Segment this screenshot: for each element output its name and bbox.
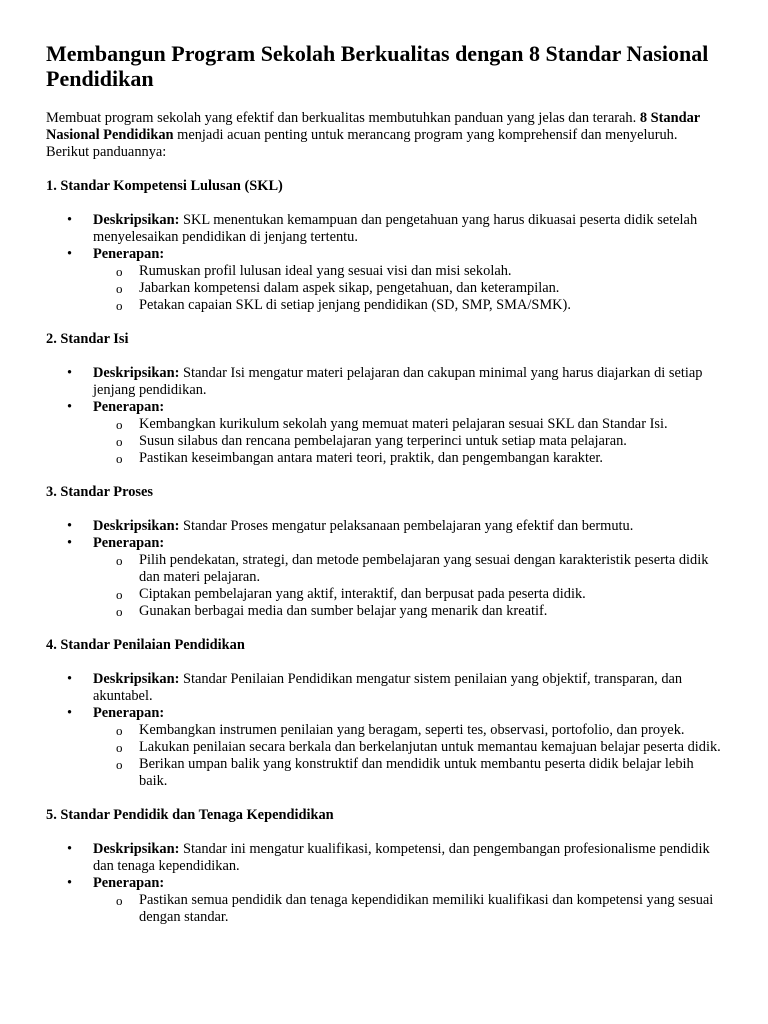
sub-list-item [93, 433, 722, 450]
application-label: Penerapan: [93, 535, 165, 551]
sub-list-text: Kembangkan kurikulum sekolah yang memuat materi pelajaran sesuai SKL dan Standar Isi. [139, 416, 668, 432]
description-text [93, 212, 697, 245]
application-item [46, 875, 722, 926]
description-item [46, 518, 722, 535]
sub-bullet-list [93, 263, 722, 314]
sub-list-text: Pilih pendekatan, strategi, dan metode pembelajaran yang sesuai dengan karakteristik peserta didik dan materi pelajaran. [139, 552, 709, 585]
bullet-icon: • [67, 705, 73, 721]
circle-bullet-icon: o [116, 604, 123, 619]
sections-container [46, 178, 722, 926]
bullet-icon: • [67, 875, 73, 891]
section-heading: 5. Standar Pendidik dan Tenaga Kependidikan [46, 807, 334, 823]
section-1 [46, 178, 722, 314]
application-item [46, 535, 722, 620]
circle-bullet-icon: o [116, 417, 123, 432]
sub-list-text: Susun silabus dan rencana pembelajaran yang terperinci untuk setiap mata pelajaran. [139, 433, 627, 449]
sub-bullet-list [93, 722, 722, 790]
sub-list-text: Ciptakan pembelajaran yang aktif, interaktif, dan berpusat pada peserta didik. [139, 586, 586, 602]
section-2 [46, 331, 722, 467]
sub-bullet-list [93, 552, 722, 620]
bullet-list [46, 212, 722, 314]
sub-list-item [93, 603, 722, 620]
bullet-list [46, 671, 722, 790]
sub-list-text: Rumuskan profil lulusan ideal yang sesuai visi dan misi sekolah. [139, 263, 512, 279]
bullet-icon: • [67, 535, 73, 551]
application-item [46, 705, 722, 790]
bullet-list [46, 518, 722, 620]
circle-bullet-icon: o [116, 281, 123, 296]
description-body: Standar Isi mengatur materi pelajaran dan cakupan minimal yang harus diajarkan di setiap jenjang pendidikan. [93, 365, 703, 398]
circle-bullet-icon: o [116, 264, 123, 279]
circle-bullet-icon: o [116, 434, 123, 449]
description-item [46, 365, 722, 399]
bullet-icon: • [67, 365, 73, 381]
description-body: Standar Proses mengatur pelaksanaan pembelajaran yang efektif dan bermutu. [179, 518, 634, 534]
application-label: Penerapan: [93, 875, 165, 891]
description-label: Deskripsikan: [93, 518, 180, 534]
application-text [93, 246, 164, 262]
sub-list-item [93, 280, 722, 297]
circle-bullet-icon: o [116, 298, 123, 313]
section-heading: 4. Standar Penilaian Pendidikan [46, 637, 245, 653]
bullet-icon: • [67, 246, 73, 262]
bullet-icon: • [67, 399, 73, 415]
bullet-list [46, 365, 722, 467]
circle-bullet-icon: o [116, 587, 123, 602]
section-3 [46, 484, 722, 620]
sub-list-item [93, 586, 722, 603]
description-label: Deskripsikan: [93, 841, 180, 857]
description-item [46, 841, 722, 875]
sub-list-item [93, 416, 722, 433]
sub-list-item [93, 552, 722, 586]
sub-list-item [93, 892, 722, 926]
intro-bold-text: 8 Standar Nasional Pendidikan [46, 110, 700, 143]
sub-list-item [93, 722, 722, 739]
document-title: Membangun Program Sekolah Berkualitas dengan 8 Standar Nasional Pendidikan [46, 41, 709, 91]
description-body: SKL menentukan kemampuan dan pengetahuan yang harus dikuasai peserta didik setelah menyelesaikan pendidikan di jenjang tertentu. [93, 212, 698, 245]
sub-list-text: Pastikan semua pendidik dan tenaga kependidikan memiliki kualifikasi dan kompetensi yang sesuai dengan standar. [139, 892, 714, 925]
description-item [46, 671, 722, 705]
description-label: Deskripsikan: [93, 671, 180, 687]
application-text [93, 399, 164, 415]
application-item [46, 399, 722, 467]
circle-bullet-icon: o [116, 757, 123, 772]
section-heading: 3. Standar Proses [46, 484, 154, 500]
circle-bullet-icon: o [116, 893, 123, 908]
sub-list-item [93, 756, 722, 790]
section-heading: 1. Standar Kompetensi Lulusan (SKL) [46, 178, 283, 194]
bullet-icon: • [67, 841, 73, 857]
description-text [93, 518, 633, 534]
sub-list-text: Lakukan penilaian secara berkala dan berkelanjutan untuk memantau kemajuan belajar peserta didik. [139, 739, 721, 755]
bullet-list [46, 841, 722, 926]
sub-list-text: Kembangkan instrumen penilaian yang beragam, seperti tes, observasi, portofolio, dan proyek. [139, 722, 685, 738]
section-4 [46, 637, 722, 790]
circle-bullet-icon: o [116, 553, 123, 568]
application-label: Penerapan: [93, 246, 165, 262]
application-text [93, 705, 164, 721]
circle-bullet-icon: o [116, 723, 123, 738]
sub-list-text: Petakan capaian SKL di setiap jenjang pendidikan (SD, SMP, SMA/SMK). [139, 297, 571, 313]
description-text [93, 841, 710, 874]
application-text [93, 535, 164, 551]
bullet-icon: • [67, 212, 73, 228]
sub-list-item [93, 297, 722, 314]
description-label: Deskripsikan: [93, 212, 180, 228]
intro-text-2: menjadi acuan penting untuk merancang program yang komprehensif dan menyeluruh. Berikut panduannya: [46, 127, 678, 160]
description-text [93, 365, 702, 398]
sub-bullet-list [93, 416, 722, 467]
bullet-icon: • [67, 671, 73, 687]
sub-list-text: Jabarkan kompetensi dalam aspek sikap, pengetahuan, dan keterampilan. [139, 280, 560, 296]
description-label: Deskripsikan: [93, 365, 180, 381]
section-5 [46, 807, 722, 926]
intro-paragraph [46, 110, 722, 161]
sub-list-item [93, 739, 722, 756]
sub-list-text: Berikan umpan balik yang konstruktif dan mendidik untuk membantu peserta didik belajar lebih baik. [139, 756, 694, 789]
section-heading: 2. Standar Isi [46, 331, 129, 347]
application-item [46, 246, 722, 314]
description-body: Standar ini mengatur kualifikasi, kompetensi, dan pengembangan profesionalisme pendidik dan tenaga kependidikan. [93, 841, 710, 874]
intro-text-1: Membuat program sekolah yang efektif dan berkualitas membutuhkan panduan yang jelas dan terarah. [46, 110, 640, 126]
application-label: Penerapan: [93, 399, 165, 415]
sub-list-text: Pastikan keseimbangan antara materi teori, praktik, dan pengembangan karakter. [139, 450, 603, 466]
sub-list-item [93, 450, 722, 467]
bullet-icon: • [67, 518, 73, 534]
description-text [93, 671, 682, 704]
circle-bullet-icon: o [116, 740, 123, 755]
circle-bullet-icon: o [116, 451, 123, 466]
description-item [46, 212, 722, 246]
application-text [93, 875, 164, 891]
sub-list-item [93, 263, 722, 280]
sub-bullet-list [93, 892, 722, 926]
description-body: Standar Penilaian Pendidikan mengatur sistem penilaian yang objektif, transparan, dan akuntabel. [93, 671, 683, 704]
application-label: Penerapan: [93, 705, 165, 721]
sub-list-text: Gunakan berbagai media dan sumber belajar yang menarik dan kreatif. [139, 603, 548, 619]
